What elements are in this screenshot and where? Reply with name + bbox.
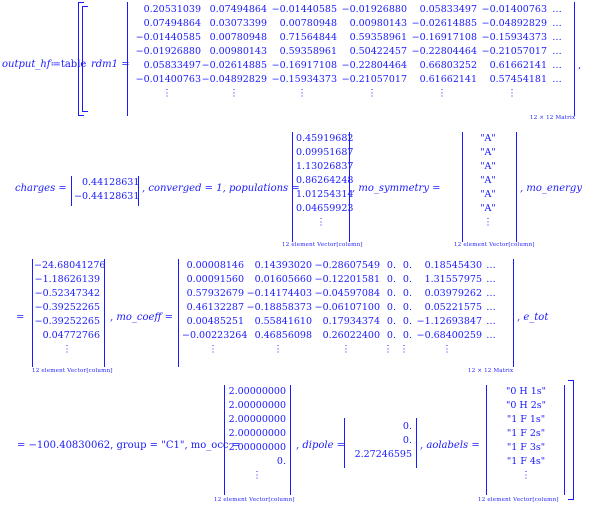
output-variable: output_hf≔table xyxy=(2,59,87,70)
population-value: 0.86264248 xyxy=(296,175,354,186)
rdm1-cell: −0.01926880 xyxy=(135,46,201,57)
rdm1-cell: 0.03073399 xyxy=(209,18,267,29)
rdm1-cell: 0.61662141 xyxy=(419,74,477,85)
mo-coeff-cell: −0.06107100 xyxy=(314,302,380,313)
rdm1-cell: 0.00780948 xyxy=(209,32,267,43)
table-bracket-right xyxy=(568,380,574,500)
mo-coeff-cell: −1.12693847 xyxy=(416,316,482,327)
mo-symmetry-vector[interactable] xyxy=(466,132,510,230)
rdm1-cell: −0.21057017 xyxy=(341,74,407,85)
aolabels-bar-right xyxy=(564,385,565,495)
mo-energy-value: ⋮ xyxy=(62,344,72,355)
rdm1-cell: 0.00980143 xyxy=(209,46,267,57)
rdm1-matrix-bar-left xyxy=(127,2,128,116)
mo-occ-value: 2.00000000 xyxy=(228,442,286,453)
aolabel-value: ⋮ xyxy=(521,470,531,481)
rdm1-cell: −0.04892829 xyxy=(201,74,267,85)
mo-coeff-cell: ⋮ xyxy=(273,344,283,355)
charges-label: charges = xyxy=(15,183,67,194)
mo-symmetry-bar-left xyxy=(462,132,463,242)
mo-coeff-cell: 0. xyxy=(402,316,412,327)
dipole-value: 2.27246595 xyxy=(354,449,412,460)
rdm1-cell: ⋮ xyxy=(229,88,239,99)
mo-coeff-caption: 12 × 12 Matrix xyxy=(468,368,514,374)
population-value: 0.09951687 xyxy=(296,147,354,158)
mo-coeff-cell: … xyxy=(486,302,496,313)
mo-coeff-cell: … xyxy=(486,330,496,341)
rdm1-cell: −0.01440585 xyxy=(271,4,337,15)
mo-coeff-cell: 0.01605660 xyxy=(254,274,312,285)
rdm1-cell: … xyxy=(552,74,562,85)
population-value: 1.01254314 xyxy=(296,189,354,200)
mo-coeff-cell: … xyxy=(486,274,496,285)
rdm1-cell xyxy=(547,87,567,101)
dipole-value: 0. xyxy=(402,435,412,446)
mo-occ-value: 2.00000000 xyxy=(228,414,286,425)
rdm1-cell: ⋮ xyxy=(297,88,307,99)
aolabel-value: "1 F 4s" xyxy=(506,456,546,467)
mo-coeff-cell: … xyxy=(486,288,496,299)
mo-coeff-cell: 0.55841610 xyxy=(254,316,312,327)
mo-occ-value: ⋮ xyxy=(252,470,262,481)
rdm1-label: rdm1 = xyxy=(91,59,130,70)
population-value: 1.13026837 xyxy=(296,161,354,172)
mo-coeff-cell: 0. xyxy=(386,302,396,313)
mo-coeff-cell xyxy=(482,343,500,357)
mo-coeff-cell: −0.18858373 xyxy=(246,302,312,313)
mo-energy-bar-right xyxy=(104,259,105,367)
aolabels-bar-left xyxy=(486,385,487,495)
charge-value: 0.44128631 xyxy=(81,177,140,188)
mo-coeff-cell: ⋮ xyxy=(208,344,218,355)
mo-coeff-cell: 0.03979262 xyxy=(424,288,482,299)
mo-symmetry-value: "A" xyxy=(480,189,496,200)
mo-energy-value: 0.04772766 xyxy=(42,330,100,341)
mo-coeff-cell: −0.14174403 xyxy=(246,288,312,299)
mo-coeff-cell: ⋮ xyxy=(341,344,351,355)
charges-bar-left xyxy=(71,176,72,206)
mo-coeff-cell: 1.31557975 xyxy=(424,274,482,285)
mo-coeff-cell: 0. xyxy=(402,260,412,271)
mo-energy-value: −24.68041276 xyxy=(34,260,106,271)
mo-coeff-cell: 0.46132287 xyxy=(186,302,244,313)
aolabel-value: "1 F 3s" xyxy=(506,442,546,453)
population-value: ⋮ xyxy=(316,217,326,228)
mo-energy-value: −0.39252265 xyxy=(34,316,100,327)
rdm1-cell: 0.57454181 xyxy=(489,74,547,85)
mo-symmetry-value: "A" xyxy=(480,161,496,172)
rdm1-cell: 0.59358961 xyxy=(349,32,407,43)
mo-occ-caption: 12 element Vector[column] xyxy=(214,497,295,503)
rdm1-cell: −0.02614885 xyxy=(201,60,267,71)
rdm1-cell: … xyxy=(552,32,562,43)
rdm1-trailing-comma: , xyxy=(578,60,582,71)
mo-occ-value: 2.00000000 xyxy=(228,400,286,411)
rdm1-cell: −0.01440585 xyxy=(135,32,201,43)
mo-symmetry-value: "A" xyxy=(480,133,496,144)
rdm1-cell: −0.02614885 xyxy=(411,18,477,29)
mo-coeff-cell: 0.17934374 xyxy=(322,316,380,327)
rdm1-cell: 0.00980143 xyxy=(349,18,407,29)
mo-coeff-cell: −0.28607549 xyxy=(314,260,380,271)
charge-value: −0.44128631 xyxy=(74,191,140,202)
mo-symmetry-value: "A" xyxy=(480,175,496,186)
rdm1-cell: … xyxy=(552,60,562,71)
mo-symmetry-bar-right xyxy=(516,132,517,242)
mo-energy-value: −1.18626139 xyxy=(34,274,100,285)
mo-coeff-label: , mo_coeff = xyxy=(110,312,174,323)
mo-energy-caption: 12 element Vector[column] xyxy=(32,368,113,374)
mo-coeff-cell: 0.57932679 xyxy=(186,288,244,299)
rdm1-cell: 0.66803252 xyxy=(419,60,477,71)
rdm1-cell: 0.05833497 xyxy=(419,4,477,15)
rdm1-cell: 0.07494864 xyxy=(143,18,201,29)
dipole-bar-right xyxy=(416,418,417,468)
rdm1-cell: … xyxy=(552,46,562,57)
aolabel-value: "0 H 2s" xyxy=(505,400,547,411)
rdm1-cell: 0.07494864 xyxy=(209,4,267,15)
mo-coeff-bar-left xyxy=(178,259,179,367)
mo-occ-value: 2.00000000 xyxy=(228,428,286,439)
populations-caption: 12 element Vector[column] xyxy=(282,242,363,248)
mo-coeff-cell: 0. xyxy=(386,288,396,299)
rdm1-cell: −0.22804464 xyxy=(341,60,407,71)
mo-energy-equals: = xyxy=(16,312,25,323)
mo-coeff-cell: 0. xyxy=(402,330,412,341)
e-tot-group-mo-occ-text: = −100.40830062, group = "C1", mo_occ = xyxy=(17,440,241,451)
rdm1-cell: … xyxy=(552,18,562,29)
mo-coeff-cell: 0.05221575 xyxy=(424,302,482,313)
rdm1-cell: −0.15934373 xyxy=(271,74,337,85)
rdm1-cell: 0.61662141 xyxy=(489,60,547,71)
rdm1-matrix-bar-right xyxy=(574,2,575,116)
dipole-value: 0. xyxy=(402,421,412,432)
mo-coeff-cell: −0.04597084 xyxy=(314,288,380,299)
mo-coeff-cell: −0.00223264 xyxy=(182,330,248,341)
rdm1-cell: 0.00780948 xyxy=(279,18,337,29)
rdm1-cell: ⋮ xyxy=(162,88,172,99)
mo-symmetry-value: "A" xyxy=(480,203,496,214)
mo-energy-label: , mo_energy xyxy=(520,183,582,194)
mo-coeff-cell: … xyxy=(486,260,496,271)
rdm1-cell: −0.16917108 xyxy=(411,32,477,43)
mo-coeff-cell: −0.68400259 xyxy=(416,330,482,341)
mo-coeff-matrix[interactable] xyxy=(182,259,500,357)
mo-coeff-cell: 0.18545430 xyxy=(424,260,482,271)
rdm1-cell: −0.21057017 xyxy=(481,46,547,57)
converged-populations-text: , converged = 1, populations = xyxy=(142,183,300,194)
mo-occ-value: 2.00000000 xyxy=(228,386,286,397)
mo-symmetry-caption: 12 element Vector[column] xyxy=(454,242,535,248)
mo-energy-vector[interactable] xyxy=(34,259,106,357)
rdm1-cell: … xyxy=(552,4,562,15)
population-value: 0.04659923 xyxy=(296,203,354,214)
rdm1-matrix[interactable] xyxy=(133,3,567,101)
mo-occ-value: 0. xyxy=(276,456,286,467)
rdm1-cell: 0.50422457 xyxy=(349,46,407,57)
mo-energy-value: −0.39252265 xyxy=(34,302,100,313)
populations-vector[interactable] xyxy=(296,132,354,230)
table-bracket-left-inner xyxy=(82,6,88,112)
mo-coeff-cell: ⋮ xyxy=(399,344,409,355)
aolabels-vector[interactable] xyxy=(490,385,562,483)
mo-coeff-cell: 0. xyxy=(402,288,412,299)
charges-vector[interactable] xyxy=(74,176,139,204)
mo-coeff-cell: ⋮ xyxy=(383,344,393,355)
dipole-vector[interactable] xyxy=(346,420,412,462)
rdm1-cell: 0.59358961 xyxy=(279,46,337,57)
mo-occ-bar-left xyxy=(224,385,225,495)
rdm1-cell: 0.05833497 xyxy=(143,60,201,71)
population-value: 0.45919682 xyxy=(296,133,354,144)
rdm1-cell: 0.20531039 xyxy=(143,4,201,15)
mo-coeff-cell: 0.14393020 xyxy=(254,260,312,271)
mo-symmetry-value: ⋮ xyxy=(483,217,493,228)
mo-coeff-cell: 0.00485251 xyxy=(186,316,244,327)
aolabel-value: "0 H 1s" xyxy=(505,386,547,397)
rdm1-cell: ⋮ xyxy=(367,88,377,99)
rdm1-cell: −0.22804464 xyxy=(411,46,477,57)
rdm1-cell: −0.01926880 xyxy=(341,4,407,15)
rdm1-cell: 0.71564844 xyxy=(279,32,337,43)
e-tot-label: , e_tot xyxy=(517,312,549,323)
mo-coeff-cell: 0. xyxy=(386,330,396,341)
mo-symmetry-value: "A" xyxy=(480,147,496,158)
mo-coeff-cell: 0. xyxy=(386,316,396,327)
mo-coeff-cell: 0.00091560 xyxy=(186,274,244,285)
mo-coeff-cell: 0. xyxy=(402,302,412,313)
dipole-label: , dipole = xyxy=(296,440,346,451)
mo-coeff-cell: 0. xyxy=(402,274,412,285)
mo-coeff-cell: ⋮ xyxy=(442,344,452,355)
rdm1-cell: −0.04892829 xyxy=(481,18,547,29)
rdm1-cell: −0.15934373 xyxy=(481,32,547,43)
rdm1-cell: −0.01400763 xyxy=(135,74,201,85)
rdm1-cell: ⋮ xyxy=(507,88,517,99)
aolabels-label: , aolabels = xyxy=(420,440,480,451)
mo-occ-vector[interactable] xyxy=(228,385,286,483)
mo-occ-bar-right xyxy=(290,385,291,495)
aolabels-caption: 12 element Vector[column] xyxy=(478,497,559,503)
rdm1-cell: −0.16917108 xyxy=(271,60,337,71)
rdm1-matrix-caption: 12 × 12 Matrix xyxy=(530,115,576,121)
charges-bar-right xyxy=(138,176,139,206)
mo-coeff-cell: 0.00008146 xyxy=(186,260,244,271)
mo-coeff-cell: 0.26022400 xyxy=(322,330,380,341)
mo-energy-value: −0.52347342 xyxy=(34,288,100,299)
mo-coeff-cell: … xyxy=(486,316,496,327)
mo-coeff-cell: −0.12201581 xyxy=(314,274,380,285)
mo-energy-bar-left xyxy=(32,259,33,367)
mo-coeff-cell: 0.46856098 xyxy=(254,330,312,341)
mo-coeff-bar-right xyxy=(513,259,514,367)
rdm1-cell: ⋮ xyxy=(437,88,447,99)
mo-symmetry-label: , mo_symmetry = xyxy=(352,183,441,194)
aolabel-value: "1 F 2s" xyxy=(506,428,546,439)
dipole-bar-left xyxy=(344,418,345,468)
mo-coeff-cell: 0. xyxy=(386,260,396,271)
rdm1-cell: −0.01400763 xyxy=(481,4,547,15)
mo-coeff-cell: 0. xyxy=(386,274,396,285)
aolabel-value: "1 F 1s" xyxy=(506,414,546,425)
populations-bar-left xyxy=(292,132,293,242)
